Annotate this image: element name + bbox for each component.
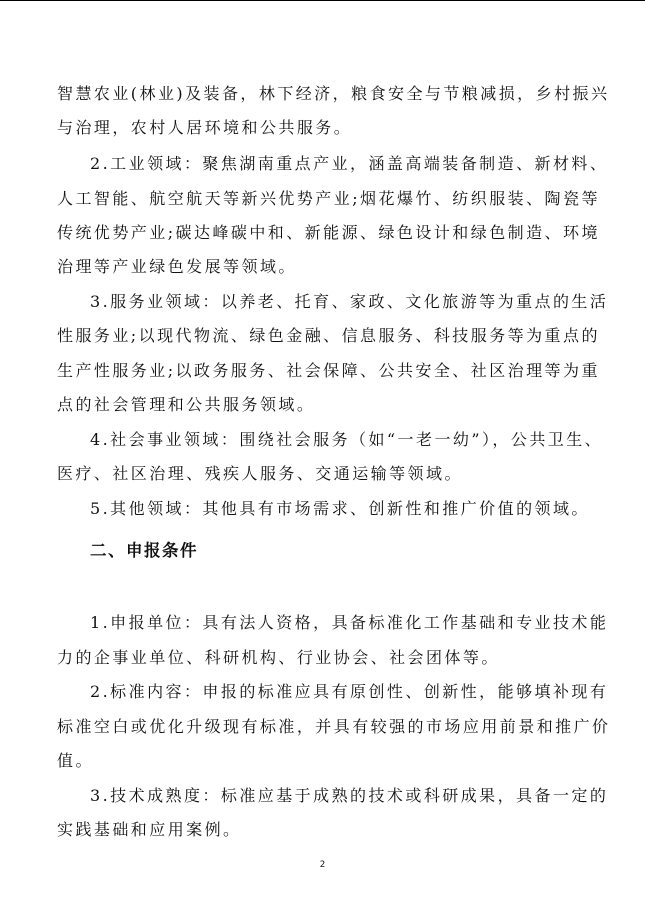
paragraph-line: 值。 [57,751,94,770]
section-heading: 二、申报条件 [90,541,198,560]
paragraph-line: 医疗、社区治理、残疾人服务、交通运输等领域。 [57,464,463,483]
paragraph-line: 点的社会管理和公共服务领域。 [57,395,316,414]
paragraph-line: 与治理，农村人居环境和公共服务。 [57,118,353,137]
paragraph-line: 实践基础和应用案例。 [57,820,242,839]
paragraph-line: 性服务业;以现代物流、绿色金融、信息服务、科技服务等为重点的 [57,326,600,345]
paragraph-line: 3.服务业领域：以养老、托育、家政、文化旅游等为重点的生活 [90,292,609,311]
paragraph-line: 5.其他领域：其他具有市场需求、创新性和推广价值的领域。 [90,499,590,518]
paragraph-line: 人工智能、航空航天等新兴优势产业;烟花爆竹、纺织服装、陶瓷等 [57,189,600,208]
paragraph-line: 1.申报单位：具有法人资格，具备标准化工作基础和专业技术能 [90,613,609,632]
paragraph-line: 标准空白或优化升级现有标准，并具有较强的市场应用前景和推广价 [57,717,611,736]
paragraph-line: 传统优势产业;碳达峰碳中和、新能源、绿色设计和绿色制造、环境 [57,223,600,242]
paragraph-line: 力的企事业单位、科研机构、行业协会、社会团体等。 [57,648,500,667]
page-number: 2 [319,860,326,870]
paragraph-line: 4.社会事业领域：围绕社会服务（如“一老一幼”），公共卫生、 [90,430,604,449]
paragraph-line: 2.工业领域：聚焦湖南重点产业，涵盖高端装备制造、新材料、 [90,154,609,173]
paragraph-line: 3.技术成熟度：标准应基于成熟的技术或科研成果，具备一定的 [90,786,609,805]
paragraph-line: 2.标准内容：申报的标准应具有原创性、创新性，能够填补现有 [90,682,609,701]
paragraph-line: 治理等产业绿色发展等领域。 [57,257,297,276]
top-border-rule [0,0,645,1]
paragraph-line: 生产性服务业;以政务服务、社会保障、公共安全、社区治理等为重 [57,361,600,380]
paragraph-line: 智慧农业(林业)及装备，林下经济，粮食安全与节粮减损，乡村振兴 [57,84,610,103]
